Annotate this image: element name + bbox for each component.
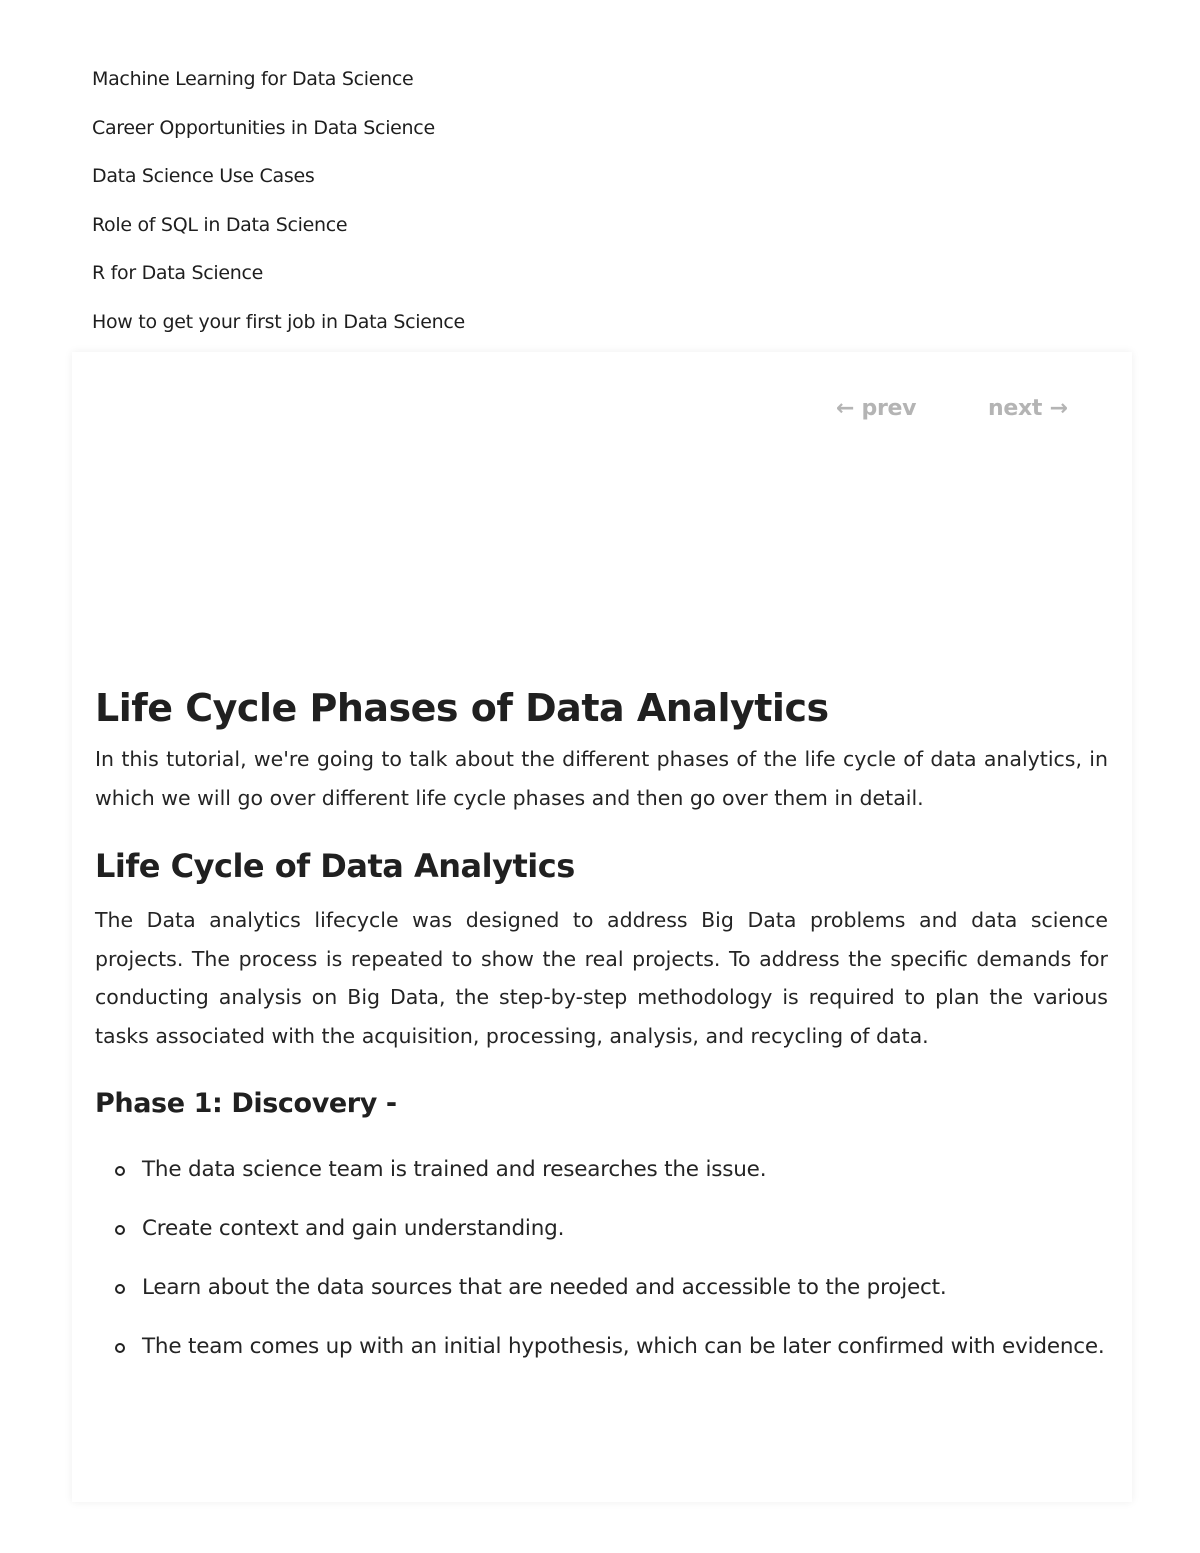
prev-page-link[interactable]: ← prev [836, 396, 917, 421]
list-item-text: Create context and gain understanding. [142, 1216, 565, 1241]
related-link-item [92, 208, 465, 257]
list-item-text: The data science team is trained and researches the issue. [142, 1157, 767, 1182]
related-link-career-opportunities[interactable]: Career Opportunities in Data Science [92, 116, 435, 139]
related-link-item [92, 305, 465, 354]
list-item-text: Learn about the data sources that are needed and accessible to the project. [142, 1275, 947, 1300]
related-link-item [92, 256, 465, 305]
section-heading: Life Cycle of Data Analytics [95, 847, 575, 885]
intro-paragraph: In this tutorial, we're going to talk about the different phases of the life cycle of data analytics, in which we will go over different life cycle phases and then go over them in detail. [95, 747, 1108, 810]
section-paragraph: The Data analytics lifecycle was designed to address Big Data problems and data science projects. The process is repeated to show the real projects. To address the specific demands for conducting analysis on Big Data, the step-by-step methodology is required to plan the various tasks associated with the acquisition, processing, analysis, and recycling of data. [95, 908, 1108, 1048]
list-item-text: The team comes up with an initial hypothesis, which can be later confirmed with evidence. [142, 1334, 1105, 1359]
page-title: Life Cycle Phases of Data Analytics [95, 686, 829, 730]
list-item [142, 1210, 1108, 1249]
related-link-ml-for-data-science[interactable]: Machine Learning for Data Science [92, 68, 414, 90]
circle-bullet-icon [115, 1166, 125, 1176]
circle-bullet-icon [115, 1343, 125, 1353]
related-link-item [92, 62, 465, 111]
list-item [142, 1151, 1108, 1190]
list-item [142, 1328, 1108, 1367]
list-item [142, 1269, 1108, 1308]
related-link-sql[interactable]: Role of SQL in Data Science [92, 213, 348, 236]
related-link-r[interactable]: R for Data Science [92, 262, 264, 285]
related-link-first-job[interactable]: How to get your first job in Data Science [92, 310, 465, 333]
next-page-link[interactable]: next → [988, 396, 1068, 421]
article-content [95, 684, 1108, 1387]
related-link-item [92, 111, 465, 160]
related-link-use-cases[interactable]: Data Science Use Cases [92, 165, 315, 188]
circle-bullet-icon [115, 1284, 125, 1294]
phase-heading: Phase 1: Discovery - [95, 1088, 397, 1119]
related-link-item [92, 159, 465, 208]
phase-bullet-list [95, 1151, 1108, 1367]
related-links-list [92, 62, 465, 354]
circle-bullet-icon [115, 1225, 125, 1235]
